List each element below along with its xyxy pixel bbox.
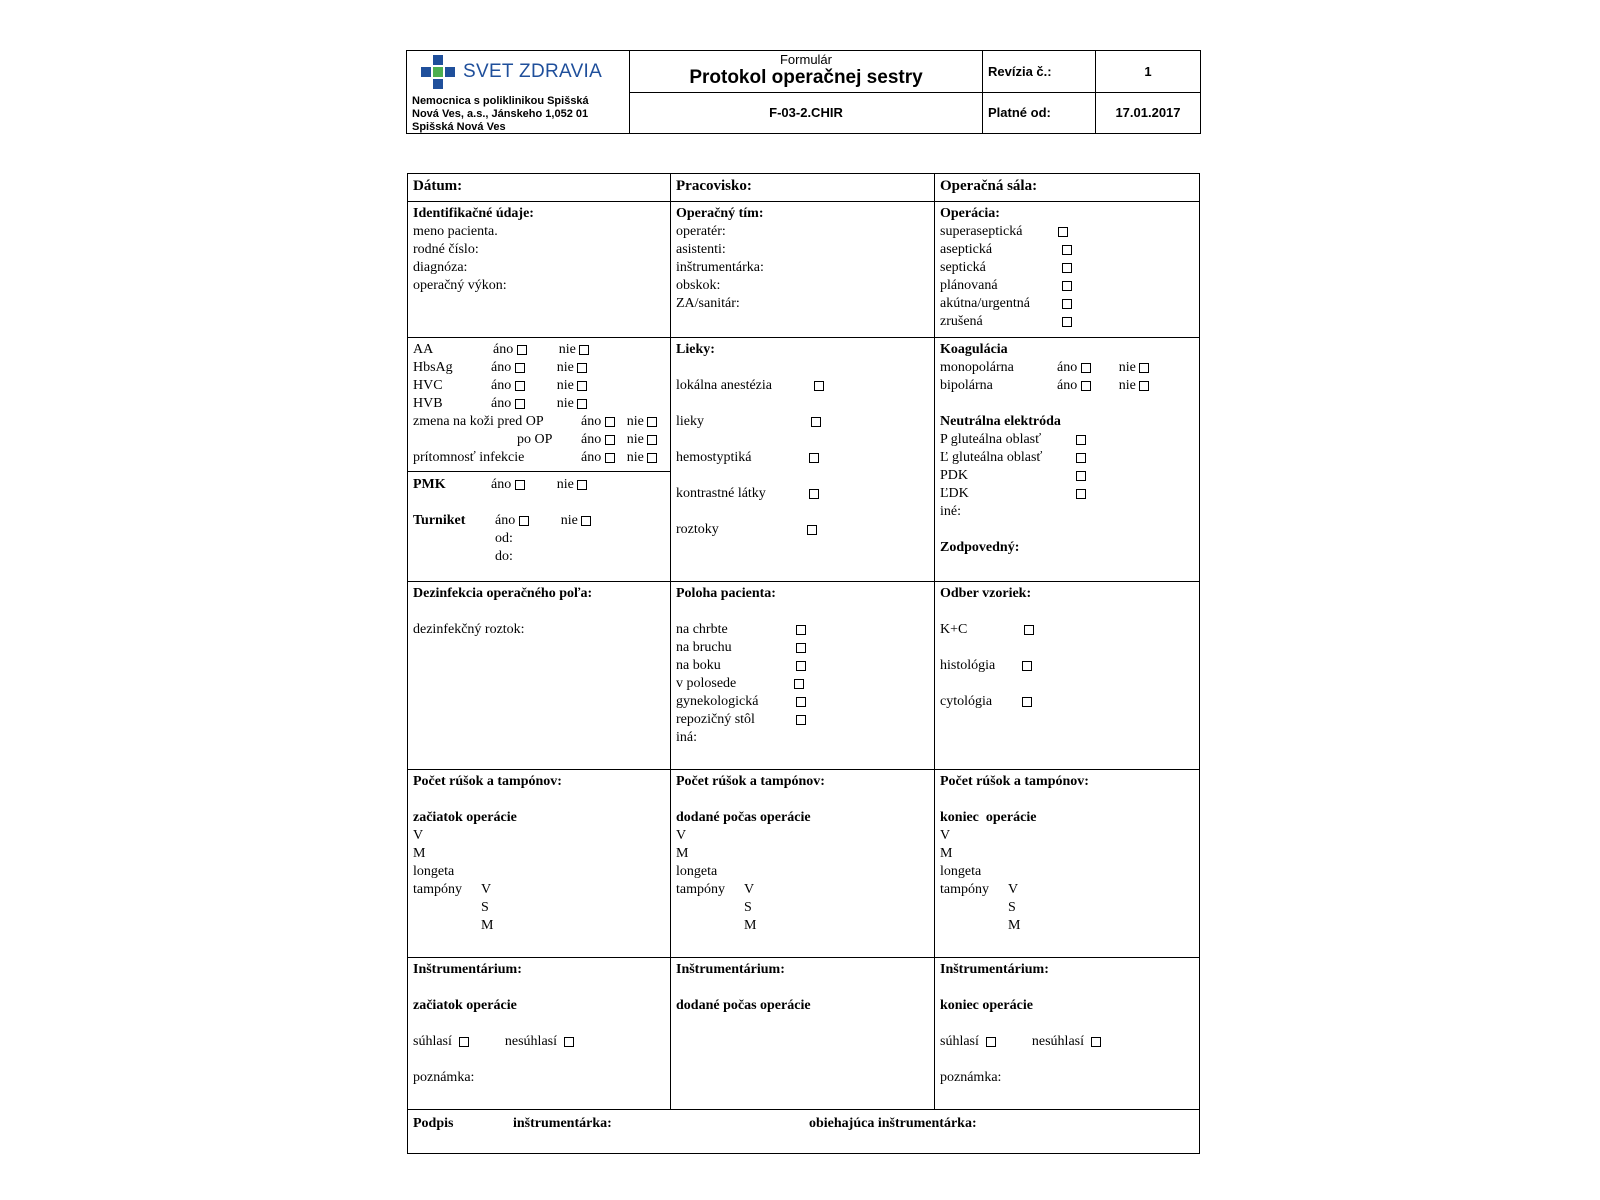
option-label: ĽDK	[940, 486, 969, 501]
count-end-section	[935, 770, 1200, 958]
revision-label: Revízia č.:	[983, 51, 1096, 93]
phase-label: dodané počas operácie	[676, 810, 811, 825]
row-label: AA	[413, 342, 434, 357]
longeta-field[interactable]: longeta	[676, 864, 718, 879]
option-label: lieky	[676, 414, 704, 429]
option-label: P gluteálna oblasť	[940, 432, 1042, 447]
signature-label: Podpis	[413, 1116, 454, 1131]
checkbox[interactable]	[605, 417, 615, 427]
address-line: Spišská Nová Ves	[412, 121, 506, 133]
birth-number-field[interactable]: rodné číslo:	[413, 242, 479, 257]
nurse-protocol-form	[407, 173, 1200, 1154]
checkbox[interactable]	[796, 643, 806, 653]
checkbox[interactable]	[579, 345, 589, 355]
infection-section	[408, 338, 671, 582]
title-cell	[630, 51, 983, 93]
other-electrode-field[interactable]: iné:	[940, 504, 961, 519]
section-title: Počet rúšok a tampónov:	[413, 774, 562, 789]
swab-m-field[interactable]: M	[744, 918, 757, 933]
row-label: PMK	[413, 477, 446, 492]
option-label: septická	[940, 260, 986, 275]
checkbox[interactable]	[515, 480, 525, 490]
row-label: HbsAg	[413, 360, 453, 375]
assistants-field[interactable]: asistenti:	[676, 242, 726, 257]
section-title: Lieky:	[676, 342, 715, 357]
checkbox[interactable]	[796, 625, 806, 635]
count-m-field[interactable]: M	[940, 846, 953, 861]
address-line: Nová Ves, a.s., Jánskeho 1,052 01	[412, 108, 589, 120]
checkbox[interactable]	[1022, 661, 1032, 671]
yes-label: áno	[581, 432, 602, 447]
note-field[interactable]: poznámka:	[940, 1070, 1002, 1085]
yes-label: áno	[491, 396, 512, 411]
count-v-field[interactable]: V	[413, 828, 424, 843]
checkbox[interactable]	[1062, 299, 1072, 309]
agree-label: súhlasí	[940, 1034, 979, 1049]
operation-type-section	[935, 202, 1200, 338]
yes-label: áno	[1057, 360, 1078, 375]
checkbox[interactable]	[796, 697, 806, 707]
row-label: HVB	[413, 396, 443, 411]
procedure-field[interactable]: operačný výkon:	[413, 278, 507, 293]
no-label: nie	[1118, 360, 1136, 375]
circulating-nurse-signature-field[interactable]: obiehajúca inštrumentárka:	[809, 1116, 977, 1131]
count-start-section	[408, 770, 671, 958]
cross-logo-icon	[421, 55, 455, 89]
logo	[421, 55, 602, 89]
option-label: aseptická	[940, 242, 993, 257]
section-title: Operácia:	[940, 206, 1000, 221]
checkbox[interactable]	[517, 345, 527, 355]
other-position-field[interactable]: iná:	[676, 730, 697, 745]
no-label: nie	[560, 513, 578, 528]
coagulation-section	[935, 338, 1200, 582]
document-title: Protokol operačnej sestry	[689, 67, 923, 89]
option-label: cytológia	[940, 694, 993, 709]
workplace-field[interactable]: Pracovisko:	[671, 174, 935, 202]
checkbox[interactable]	[1076, 453, 1086, 463]
checkbox[interactable]	[605, 435, 615, 445]
checkbox[interactable]	[577, 480, 587, 490]
yes-label: áno	[493, 342, 514, 357]
option-label: roztoky	[676, 522, 719, 537]
instruments-start-section	[408, 958, 671, 1110]
surgeon-field[interactable]: operatér:	[676, 224, 726, 239]
checkbox[interactable]	[647, 435, 657, 445]
option-label: na chrbte	[676, 622, 728, 637]
operating-room-field[interactable]: Operačná sála:	[935, 174, 1200, 202]
patient-position-section	[671, 582, 935, 770]
row-label: bipolárna	[940, 378, 993, 393]
disagree-label: nesúhlasí	[504, 1034, 557, 1049]
section-title: Poloha pacienta:	[676, 586, 776, 601]
pmk-turniket-block	[408, 471, 670, 566]
no-label: nie	[556, 360, 574, 375]
phase-label: dodané počas operácie	[676, 998, 811, 1013]
instruments-during-section	[671, 958, 935, 1110]
section-title: Odber vzoriek:	[940, 586, 1032, 601]
agree-label: súhlasí	[413, 1034, 452, 1049]
count-m-field[interactable]: M	[676, 846, 689, 861]
count-m-field[interactable]: M	[413, 846, 426, 861]
checkbox[interactable]	[564, 1037, 574, 1047]
tourniquet-from-field[interactable]: od:	[495, 531, 513, 546]
section-title: Počet rúšok a tampónov:	[676, 774, 825, 789]
no-label: nie	[556, 396, 574, 411]
option-label: gynekologická	[676, 694, 759, 709]
checkbox[interactable]	[515, 381, 525, 391]
logo-text: SVET ZDRAVIA	[463, 61, 603, 82]
checkbox[interactable]	[814, 381, 824, 391]
no-label: nie	[556, 378, 574, 393]
patient-name-field[interactable]: meno pacienta.	[413, 224, 498, 239]
section-title: Neutrálna elektróda	[940, 414, 1061, 429]
logo-cell	[407, 51, 630, 134]
checkbox[interactable]	[1062, 245, 1072, 255]
yes-label: áno	[491, 360, 512, 375]
swab-m-field[interactable]: M	[1008, 918, 1021, 933]
checkbox[interactable]	[986, 1037, 996, 1047]
revision-value: 1	[1096, 51, 1201, 93]
phase-label: koniec operácie	[940, 810, 1037, 825]
checkbox[interactable]	[515, 363, 525, 373]
yes-label: áno	[491, 477, 512, 492]
valid-label: Platné od:	[983, 92, 1096, 134]
swab-m-field[interactable]: M	[481, 918, 494, 933]
note-field[interactable]: poznámka:	[413, 1070, 475, 1085]
option-label: hemostyptiká	[676, 450, 752, 465]
yes-label: áno	[1057, 378, 1078, 393]
option-label: superaseptická	[940, 224, 1023, 239]
swab-v-field[interactable]: V	[744, 882, 755, 897]
checkbox[interactable]	[811, 417, 821, 427]
checkbox[interactable]	[459, 1037, 469, 1047]
checkbox[interactable]	[605, 453, 615, 463]
phase-label: začiatok operácie	[413, 810, 517, 825]
swab-s-field[interactable]: S	[1008, 900, 1016, 915]
checkbox[interactable]	[577, 381, 587, 391]
no-label: nie	[1118, 378, 1136, 393]
checkbox[interactable]	[1058, 227, 1068, 237]
checkbox[interactable]	[809, 453, 819, 463]
option-label: PDK	[940, 468, 969, 483]
disagree-label: nesúhlasí	[1031, 1034, 1084, 1049]
drugs-section	[671, 338, 935, 582]
row-label: po OP	[517, 432, 553, 447]
option-label: repozičný stôl	[676, 712, 755, 727]
yes-label: áno	[581, 414, 602, 429]
swab-v-field[interactable]: V	[1008, 882, 1019, 897]
checkbox[interactable]	[809, 489, 819, 499]
checkbox[interactable]	[577, 399, 587, 409]
checkbox[interactable]	[1062, 263, 1072, 273]
no-label: nie	[556, 477, 574, 492]
no-label: nie	[626, 432, 644, 447]
checkbox[interactable]	[1081, 381, 1091, 391]
checkbox[interactable]	[1081, 363, 1091, 373]
checkbox[interactable]	[796, 715, 806, 725]
date-field[interactable]: Dátum:	[408, 174, 671, 202]
option-label: akútna/urgentná	[940, 296, 1030, 311]
checkbox[interactable]	[581, 516, 591, 526]
tourniquet-to-field[interactable]: do:	[495, 549, 513, 564]
yes-label: áno	[495, 513, 516, 528]
row-label: HVC	[413, 378, 443, 393]
yes-label: áno	[491, 378, 512, 393]
checkbox[interactable]	[519, 516, 529, 526]
instruments-end-section	[935, 958, 1200, 1110]
count-during-section	[671, 770, 935, 958]
section-title: Inštrumentárium:	[676, 962, 785, 977]
checkbox[interactable]	[1139, 381, 1149, 391]
checkbox[interactable]	[577, 363, 587, 373]
checkbox[interactable]	[1062, 317, 1072, 327]
checkbox[interactable]	[1022, 697, 1032, 707]
row-label: tampóny	[413, 882, 462, 897]
row-label: monopolárna	[940, 360, 1014, 375]
section-title: Inštrumentárium:	[413, 962, 522, 977]
scrub-nurse-field[interactable]: inštrumentárka:	[676, 260, 764, 275]
circulator-field[interactable]: obskok:	[676, 278, 721, 293]
swab-s-field[interactable]: S	[481, 900, 489, 915]
swab-v-field[interactable]: V	[481, 882, 492, 897]
checkbox[interactable]	[1076, 471, 1086, 481]
checkbox[interactable]	[1076, 435, 1086, 445]
no-label: nie	[558, 342, 576, 357]
count-v-field[interactable]: V	[940, 828, 951, 843]
section-title: Operačný tím:	[676, 206, 764, 221]
disinfection-section	[408, 582, 671, 770]
checkbox[interactable]	[796, 661, 806, 671]
option-label: kontrastné látky	[676, 486, 766, 501]
section-title: Inštrumentárium:	[940, 962, 1049, 977]
section-title: Koagulácia	[940, 342, 1008, 357]
row-label: Turniket	[413, 513, 466, 528]
operating-team-section	[671, 202, 935, 338]
no-label: nie	[626, 450, 644, 465]
swab-s-field[interactable]: S	[744, 900, 752, 915]
row-label: prítomnosť infekcie	[413, 450, 525, 465]
address-line: Nemocnica s poliklinikou Spišská	[412, 95, 589, 107]
option-label: histológia	[940, 658, 996, 673]
checkbox[interactable]	[1139, 363, 1149, 373]
option-label: plánovaná	[940, 278, 998, 293]
option-label: zrušená	[940, 314, 983, 329]
option-label: lokálna anestézia	[676, 378, 773, 393]
orderly-field[interactable]: ZA/sanitár:	[676, 296, 740, 311]
disinfectant-field[interactable]: dezinfekčný roztok:	[413, 622, 525, 637]
checkbox[interactable]	[1091, 1037, 1101, 1047]
responsible-field[interactable]: Zodpovedný:	[940, 540, 1020, 555]
longeta-field[interactable]: longeta	[413, 864, 455, 879]
diagnosis-field[interactable]: diagnóza:	[413, 260, 468, 275]
row-label: tampóny	[940, 882, 989, 897]
document-header	[406, 50, 1201, 134]
yes-label: áno	[581, 450, 602, 465]
checkbox[interactable]	[1062, 281, 1072, 291]
valid-value: 17.01.2017	[1096, 92, 1201, 134]
option-label: na bruchu	[676, 640, 732, 655]
checkbox[interactable]	[1024, 625, 1034, 635]
option-label: K+C	[940, 622, 968, 637]
samples-section	[935, 582, 1200, 770]
option-label: na boku	[676, 658, 721, 673]
form-label: Formulár	[779, 52, 832, 68]
option-label: v polosede	[676, 676, 737, 691]
checkbox[interactable]	[647, 453, 657, 463]
count-v-field[interactable]: V	[676, 828, 687, 843]
row-label: tampóny	[676, 882, 725, 897]
section-title: Počet rúšok a tampónov:	[940, 774, 1089, 789]
option-label: Ľ gluteálna oblasť	[940, 450, 1043, 465]
checkbox[interactable]	[807, 525, 817, 535]
identification-section	[408, 202, 671, 338]
checkbox[interactable]	[647, 417, 657, 427]
checkbox[interactable]	[794, 679, 804, 689]
scrub-nurse-signature-field[interactable]: inštrumentárka:	[513, 1116, 612, 1131]
checkbox[interactable]	[1076, 489, 1086, 499]
row-label: zmena na koži pred OP	[413, 414, 544, 429]
hospital-address	[412, 95, 622, 134]
section-title: Identifikačné údaje:	[413, 206, 534, 221]
checkbox[interactable]	[515, 399, 525, 409]
no-label: nie	[626, 414, 644, 429]
phase-label: začiatok operácie	[413, 998, 517, 1013]
section-title: Dezinfekcia operačného poľa:	[413, 586, 593, 601]
phase-label: koniec operácie	[940, 998, 1033, 1013]
signature-row	[408, 1110, 1200, 1154]
longeta-field[interactable]: longeta	[940, 864, 982, 879]
form-code: F-03-2.CHIR	[630, 92, 983, 134]
